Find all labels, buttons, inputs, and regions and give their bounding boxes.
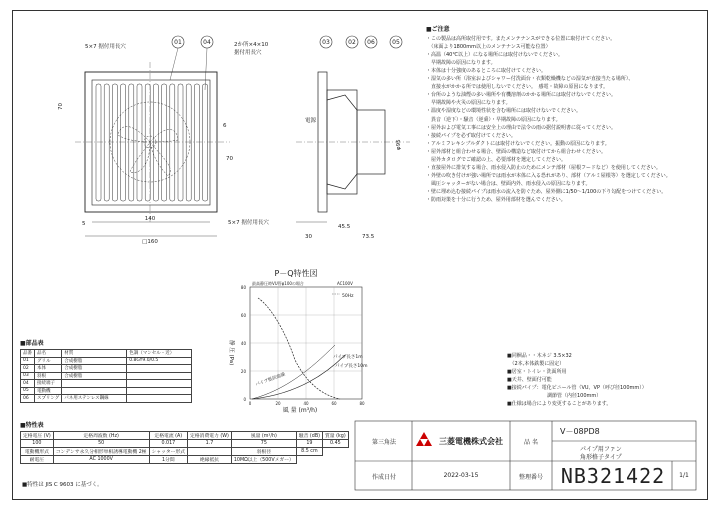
install-line: ■同梱品・・木ネジ 3.5×32 (507, 353, 572, 359)
parts-cell: 01 (21, 357, 35, 365)
parts-cell (127, 395, 192, 403)
parts-cell (62, 380, 127, 388)
pipe-resistance-curve-10m (252, 345, 335, 399)
parts-header-cell: 色調（マンセル・近） (127, 350, 192, 358)
parts-cell: 06 (21, 395, 35, 403)
svg-text:P－Q特性図: P－Q特性図 (274, 269, 318, 278)
install-line: ■接続パイプ：電化ピニール管（VU、VP（呼び径100mm）） (507, 385, 647, 391)
spec-cell: 50 (53, 440, 149, 448)
parts-cell: 02 (21, 365, 35, 373)
note-line: ・接続パイプを必ず取付けてください。 (426, 132, 516, 139)
spec-cell: 75 (231, 440, 296, 448)
svg-text:5×7 据付用長穴: 5×7 据付用長穴 (85, 44, 126, 50)
parts-cell: 05 (21, 387, 35, 395)
spec-cell: AC 1000V (53, 455, 149, 463)
y-tick-label: 20 (240, 369, 246, 374)
note-line: ・湿気の多い所（浴室およびシャワー付洗面台・衣類乾燥機などの湿気が直接当たる場所）、 (426, 76, 634, 83)
x-tick-label: 0 (248, 401, 252, 406)
louver (170, 84, 175, 201)
parts-cell: 04 (21, 380, 35, 388)
note-line: ・防雨対策を十分に行うため、屋外用部材を選んでください。 (426, 196, 566, 203)
svg-text:45.5: 45.5 (338, 224, 351, 230)
side-view (296, 72, 410, 212)
spec-note: ■特性は JIS C 9603 に基づく。 (22, 482, 103, 488)
x-tick-label: 60 (331, 401, 337, 406)
louver (129, 84, 134, 201)
svg-text:04: 04 (203, 39, 211, 46)
svg-text:5: 5 (82, 221, 86, 227)
projection-label: 第三角法 (371, 439, 396, 446)
install-line: ■居室・トイレ・洗面所用 (507, 369, 567, 375)
parts-cell: 接続端子 (35, 380, 62, 388)
note-line: ・壁に埋め込む接続パイプは雨水の流入を防ぐため、屋外側に1/50～1/100の下り勾配をつけてください。 (426, 188, 667, 195)
louver (104, 84, 109, 201)
note-line: ・アルミフレキシブルダクトには取付けないでください。振動の原因になります。 (426, 140, 610, 147)
sheet-number: 1/1 (679, 472, 689, 479)
svg-text:5×7 据付用長穴: 5×7 据付用長穴 (228, 220, 269, 226)
svg-text:30: 30 (305, 234, 312, 240)
install-line: 調節管（内径100mm） (507, 393, 602, 399)
product-type-2: 角形格子タイプ (580, 454, 622, 461)
note-line: ・本体は十分強度のあるところに取付けてください。 (426, 68, 547, 75)
louver (121, 84, 126, 201)
grille-louvers (96, 84, 208, 201)
svg-text:AC100V: AC100V (337, 281, 353, 286)
table-row (21, 372, 192, 380)
parts-header-cell: 品名 (35, 350, 62, 358)
svg-text:140: 140 (144, 216, 156, 222)
drawing-number: NB321422 (560, 464, 666, 488)
louver (145, 84, 150, 201)
caution-header: ■ご注意 (426, 26, 450, 33)
note-line: 屋外カタログでご確認の上、必要部材を選定してください。 (426, 156, 567, 163)
svg-text:パイプ長さ10m: パイプ長さ10m (335, 364, 368, 369)
louver (186, 84, 191, 201)
svg-text:73.5: 73.5 (362, 234, 375, 240)
svg-text:φ95: φ95 (396, 139, 402, 150)
spec-cell: 風量 (m³/h) (231, 432, 296, 440)
parts-cell: 0.8GY9.0/0.5 (127, 357, 192, 365)
spec-cell: 1分間 (149, 455, 187, 463)
company-logo (416, 432, 432, 446)
parts-cell (127, 380, 192, 388)
spec-cell: 絶縁抵抗 (188, 455, 232, 463)
spec-cell: 定格消費電力 (W) (188, 432, 232, 440)
parts-title: ■部品表 (20, 340, 44, 347)
table-row (21, 387, 192, 395)
spec-cell: 耐電圧 (21, 455, 54, 463)
model-number: V－08PD8 (560, 427, 600, 436)
note-line: （床面より1800mm以上のメンテナンス可能な位置） (426, 44, 551, 51)
parts-cell: 本体 (35, 365, 62, 373)
svg-text:2か所×4×10: 2か所×4×10 (234, 42, 269, 48)
parts-cell: スプリング (35, 395, 62, 403)
table-row (21, 395, 192, 403)
svg-text:最高静圧時VU管φ100の場合: 最高静圧時VU管φ100の場合 (252, 281, 304, 286)
install-line: ■天井、壁面付可能 (507, 377, 552, 383)
caution-notes (426, 26, 696, 204)
spec-table (20, 431, 349, 464)
y-tick-label: 40 (240, 341, 246, 346)
spec-cell: 100 (21, 440, 54, 448)
callouts-front (170, 36, 213, 90)
parts-cell: パネ用ステンレス鋼線 (62, 395, 127, 403)
note-line: ・台所のような油煙の多い場所や有機溶剤のかかる場所には取付けないでください。 (426, 92, 617, 99)
spec-cell: コンデンサ永久分相形単相誘導電動機 2極 (53, 447, 149, 455)
svg-text:パイプ長さ1m: パイプ長さ1m (333, 355, 363, 360)
company-name: 三菱電機株式会社 (439, 437, 503, 446)
spec-cell: 10MΩ以上（500Vメガー） (231, 455, 296, 463)
y-tick-label: 0 (243, 397, 246, 402)
pipe-resistance-curve (252, 355, 345, 399)
spec-cell: 0.017 (149, 440, 187, 448)
note-line: 早期故障や火災の原因になります。 (426, 100, 511, 107)
parts-header-cell: 品番 (21, 350, 35, 358)
spec-cell: 19 (296, 440, 322, 448)
parts-cell: 羽根 (35, 372, 62, 380)
spec-cell: 8.5 cm (296, 447, 322, 455)
svg-text:05: 05 (392, 39, 400, 46)
spec-cell: 電動機形式 (21, 447, 54, 455)
parts-cell (127, 372, 192, 380)
svg-text:6: 6 (223, 123, 227, 129)
note-line: ・屋外部材と組合わせる場合、壁面の構造など取付けてから組合わせください。 (426, 148, 607, 155)
front-dimensions (58, 40, 269, 245)
note-line: ・外壁の吹き付けが強い場所では雨水が本体に入る恐れがあり、部材（アルミ屋根等）を選定してください。 (426, 172, 671, 179)
louver (194, 84, 199, 201)
svg-text:パイプ抵抗曲線: パイプ抵抗曲線 (254, 372, 287, 388)
svg-text:風 量 (m³/h): 風 量 (m³/h) (282, 407, 318, 414)
svg-text:06: 06 (367, 39, 375, 46)
svg-text:03: 03 (322, 39, 330, 46)
parts-cell: 合成樹脂 (62, 357, 127, 365)
y-tick-label: 80 (240, 285, 246, 290)
note-line: ・この製品は高所取付用です。またメンテナンスができる位置に取付けてください。 (426, 36, 616, 43)
note-line: ・高温（40℃以上）になる場所には取付けないでください。 (426, 52, 563, 59)
louver (96, 84, 101, 201)
parts-cell: グリル (35, 357, 62, 365)
note-line: 風圧シャッターがない場合は、壁面内外、雨水侵入の原因になります。 (426, 180, 591, 187)
parts-cell: 合成樹脂 (62, 372, 127, 380)
parts-table (20, 349, 192, 403)
number-label: 整理番号 (518, 474, 543, 481)
louver (178, 84, 183, 201)
product-name-label: 品 名 (524, 439, 538, 446)
x-tick-label: 40 (303, 401, 309, 406)
install-line: （2本,本体鉄製に固定） (507, 361, 565, 367)
svg-text:据付用長穴: 据付用長穴 (234, 50, 262, 56)
date-value: 2022-03-15 (443, 472, 479, 479)
note-line: 異音（逆下）・騒音（逆乗）・早期故障の原因になります。 (426, 116, 561, 123)
svg-text:50Hz: 50Hz (342, 294, 354, 299)
y-tick-label: 60 (240, 313, 246, 318)
louver (203, 84, 208, 201)
product-type-1: パイプ用ファン (580, 446, 622, 453)
parts-cell: 03 (21, 372, 35, 380)
spec-cell: 定格周波数 (Hz) (53, 432, 149, 440)
svg-text:02: 02 (348, 39, 356, 46)
install-line: ■仕様は場合により変更することがあります。 (507, 401, 612, 407)
spec-cell: 羽根径 (231, 447, 296, 455)
x-tick-label: 20 (275, 401, 281, 406)
side-dimensions (296, 116, 402, 240)
spec-cell: 騒音 (dB) (296, 432, 322, 440)
svg-text:70: 70 (58, 103, 64, 110)
louver (112, 84, 117, 201)
louver (137, 84, 142, 201)
parts-header-cell: 材質 (62, 350, 127, 358)
spec-title: ■特性表 (20, 422, 44, 429)
spec-cell (188, 447, 232, 455)
pq-chart (228, 268, 367, 414)
svg-text:電源: 電源 (305, 118, 317, 124)
table-row (21, 357, 192, 365)
svg-text:01: 01 (174, 39, 182, 46)
spec-cell: 0.45 (323, 440, 349, 448)
callouts-side (320, 36, 402, 48)
parts-cell (62, 387, 127, 395)
install-notes (507, 352, 647, 408)
note-line: 直接水がかかる所では使用しないでください。 感電・故障の原因になります。 (426, 84, 609, 91)
date-label: 作成日付 (371, 474, 396, 481)
spec-cell: 定格電圧 (V) (21, 432, 54, 440)
table-row (21, 380, 192, 388)
louver (162, 84, 167, 201)
parts-cell: 合成樹脂 (62, 365, 127, 373)
spec-table-section (20, 420, 349, 464)
note-line: 早期故障の原因になります。 (426, 60, 496, 67)
spec-cell: 1.7 (188, 440, 232, 448)
spec-cell: 定格電流 (A) (149, 432, 187, 440)
svg-text:70: 70 (226, 156, 233, 162)
note-line: ・温度や湿度などの環境性状を含む場所には取付けないでください。 (426, 108, 582, 115)
parts-table-section (20, 338, 192, 403)
parts-cell (127, 365, 192, 373)
parts-cell: 電動機 (35, 387, 62, 395)
spec-cell: 質量 (kg) (323, 432, 349, 440)
svg-text:静 圧 (Pa): 静 圧 (Pa) (228, 340, 234, 366)
note-line: ・直接屋外に排気する場合、雨水侵入防止のためにメンテ部材（屋根フードなど）を使用してください。 (426, 164, 661, 171)
x-tick-label: 80 (359, 401, 365, 406)
parts-cell (127, 387, 192, 395)
note-line: ・屋外および電気工事には安全上の理由で法令の雨の据付説明書に従ってください。 (426, 124, 617, 131)
pq-curve-50hz (258, 298, 340, 399)
svg-text:□160: □160 (142, 239, 158, 245)
spec-cell: シャッター形式 (149, 447, 187, 455)
table-row (21, 365, 192, 373)
